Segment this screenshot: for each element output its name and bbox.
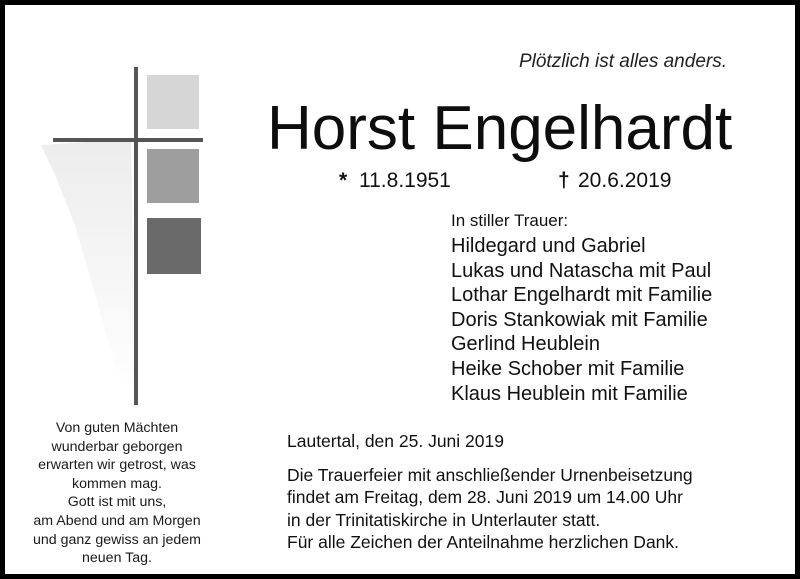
mourners-intro: In stiller Trauer: (451, 211, 569, 230)
birth-date-value: 11.8.1951 (359, 169, 451, 192)
death-symbol: † (558, 169, 570, 192)
cross-horizontal (53, 138, 203, 142)
birth-symbol: * (339, 169, 348, 192)
ceremony-line: Die Trauerfeier mit anschließender Urnenbeisetzung (287, 465, 693, 485)
mourners-list (451, 234, 712, 406)
ceremony-line: Für alle Zeichen der Anteilnahme herzlichen Dank. (287, 532, 680, 553)
motto: Plötzlich ist alles anders. (518, 51, 727, 72)
verse-line: Von guten Mächten (55, 420, 179, 436)
list-item: Doris Stankowiak mit Familie (451, 308, 708, 331)
list-item: Heike Schober mit Familie (451, 357, 685, 380)
square-medium (147, 149, 199, 203)
death-date (558, 169, 671, 193)
list-item: Hildegard und Gabriel (451, 235, 646, 257)
list-item: Gerlind Heublein (451, 333, 600, 356)
square-light (147, 75, 199, 129)
shadow-wash (41, 139, 135, 395)
list-item: Klaus Heublein mit Familie (451, 382, 688, 405)
verse-line: am Abend und am Morgen (33, 512, 201, 529)
square-dark (147, 218, 201, 274)
ceremony-info (287, 464, 693, 554)
verse-line: Gott ist mit uns, (67, 494, 167, 511)
list-item: Lothar Engelhardt mit Familie (451, 284, 713, 307)
place-date: Lautertal, den 25. Juni 2019 (287, 431, 504, 451)
death-date-value: 20.6.2019 (578, 169, 672, 192)
ceremony-line: findet am Freitag, dem 28. Juni 2019 um 14.00 Uhr (287, 487, 683, 508)
mourners-block (451, 210, 712, 406)
list-item: Lukas und Natascha mit Paul (451, 259, 712, 282)
verse-quote (21, 419, 213, 568)
birth-date (339, 169, 451, 193)
cross-with-squares-icon (35, 65, 215, 415)
ceremony-line: in der Trinitatiskirche in Unterlauter statt. (287, 509, 601, 530)
verse-line: kommen mag. (72, 475, 162, 492)
cross-vertical (134, 67, 138, 405)
verse-line: und ganz gewiss an jedem (33, 531, 201, 548)
verse-line: erwarten wir getrost, was (38, 457, 196, 474)
verse-line: wunderbar geborgen (51, 438, 183, 455)
verse-line: neuen Tag. (82, 550, 152, 567)
deceased-name: Horst Engelhardt (267, 94, 733, 163)
